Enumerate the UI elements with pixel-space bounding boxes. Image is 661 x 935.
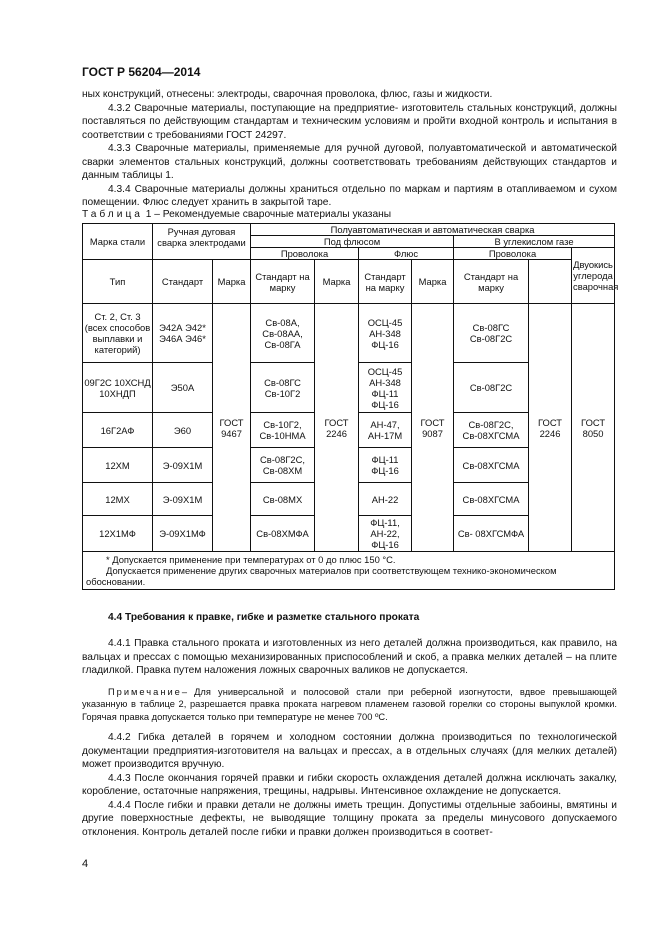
- cell-wire-co2: Св-08ХГСМА: [454, 483, 529, 516]
- cell-flux: АН-47, АН-17М: [359, 413, 412, 448]
- table-caption-text: 1 – Рекомендуемые сварочные материалы указаны: [145, 209, 392, 220]
- table-note-2: Допускается применение других сварочных материалов при соответствующем технико-экономическом обосновании.: [86, 565, 557, 587]
- section-4-4-body: [82, 637, 617, 839]
- paragraph-4-3-2: 4.3.2 Сварочные материалы, поступающие на предприятие- изготовитель стальных конструкций, должны поставляться по действующим стандартам и техническим условиям и пройти входной контроль и испытания в соответствии с требованиями ГОСТ 24297.: [82, 102, 617, 141]
- cell-electrode-type: Э-09Х1М: [153, 448, 213, 483]
- cell-wire: Св-10Г2, Св-10НМА: [251, 413, 315, 448]
- note-text: – Для универсальной и полосовой стали при реберной изогнутости, вдвое превышающей указанную в таблице 2, разрешается правка проката нагревом пламенем газовой горелки со стороны выпуклой кромки. Горячая правка допускается только при температуре не менее 700 ºС.: [82, 686, 617, 722]
- cell-wire: Св-08ГС Св-10Г2: [251, 363, 315, 413]
- note-label: Примечание: [108, 686, 182, 697]
- header-under-flux: Под флюсом: [251, 236, 454, 248]
- header-flux-mark: Марка: [315, 260, 359, 304]
- header-carbon-dioxide: Двуокись углерода сварочная: [572, 248, 615, 304]
- cell-steel: Ст. 2, Ст. 3 (всех способов выплавки и категорий): [83, 304, 153, 363]
- header-co2: В углекислом газе: [454, 236, 615, 248]
- header-type: Тип: [83, 260, 153, 304]
- cell-wire-co2: Св-08ХГСМА: [454, 448, 529, 483]
- intro-line: ных конструкций, отнесены: электроды, сварочная проволока, флюс, газы и жидкости.: [82, 89, 493, 100]
- cell-flux: ОСЦ-45 АН-348 ФЦ-16: [359, 304, 412, 363]
- cell-electrode-type: Э60: [153, 413, 213, 448]
- cell-steel: 16Г2АФ: [83, 413, 153, 448]
- cell-steel: 12ХМ: [83, 448, 153, 483]
- cell-electrode-type: Э-09Х1МФ: [153, 516, 213, 552]
- cell-electrode-type: Э-09Х1М: [153, 483, 213, 516]
- document-header: ГОСТ Р 56204—2014: [82, 65, 201, 79]
- cell-flux: ФЦ-11, АН-22, ФЦ-16: [359, 516, 412, 552]
- header-wire-co2-mark: Марка: [412, 260, 454, 304]
- header-manual-welding: Ручная дуговая сварка электродами: [153, 224, 251, 260]
- intro-block: [82, 88, 617, 210]
- cell-steel: 09Г2С 10ХСНД 10ХНДП: [83, 363, 153, 413]
- header-wire: Проволока: [251, 248, 359, 260]
- page-number: 4: [82, 858, 89, 870]
- cell-wire-co2: Св- 08ХГСМФА: [454, 516, 529, 552]
- header-wire-co2-standard: Стандарт на марку: [454, 260, 529, 304]
- cell-wire: Св-08Г2С, Св-08ХМ: [251, 448, 315, 483]
- cell-wire: Св-08ХМФА: [251, 516, 315, 552]
- table-note-1: * Допускается применение при температурах от 0 до плюс 150 °С.: [106, 554, 396, 565]
- paragraph-4-3-3: 4.3.3 Сварочные материалы, применяемые для ручной дуговой, полуавтоматической и автоматической сварки элементов стальных конструкций, должны соответствовать требованиям действующих стандартов и данным таблицы 1.: [82, 143, 617, 181]
- cell-wire-standard: ГОСТ 2246: [315, 304, 359, 552]
- paragraph-4-4-2: 4.4.2 Гибка деталей в горячем и холодном состоянии должна производиться по технологической документации предприятия-изготовителя на вальцах и прессах, а в отдельных случаях (для мелких деталей) может производится вручную.: [82, 732, 617, 770]
- cell-wire-co2: Св-08ГС Св-08Г2С: [454, 304, 529, 363]
- cell-flux: АН-22: [359, 483, 412, 516]
- header-wire-co2: Проволока: [454, 248, 572, 260]
- cell-electrode-standard: ГОСТ 9467: [213, 304, 251, 552]
- cell-steel: 12Х1МФ: [83, 516, 153, 552]
- paragraph-4-4-4: 4.4.4 После гибки и правки детали не должны иметь трещин. Допустимы отдельные забоины, вмятины и другие поверхностные дефекты, не выводящие толщину проката за пределы минусового допускаемого отклонения. Контроль деталей после гибки и правки должен производиться в соответ-: [82, 799, 617, 838]
- paragraph-4-4-1: 4.4.1 Правка стального проката и изготовленных из него деталей должна производиться, как правило, на вальцах и прессах с помощью механизированных приспособлений и скоб, а правка мелких деталей – на плите гладилкой. Правка путем наложения ложных сварочных валиков не допускается.: [82, 638, 617, 676]
- cell-electrode-type: Э42А Э42* Э46А Э46*: [153, 304, 213, 363]
- cell-co2-standard: ГОСТ 8050: [572, 304, 615, 552]
- cell-wire: Св-08А, Св-08АА, Св-08ГА: [251, 304, 315, 363]
- cell-electrode-type: Э50А: [153, 363, 213, 413]
- header-wire-standard: Стандарт на марку: [251, 260, 315, 304]
- note-paragraph: [82, 686, 617, 724]
- table-caption: [82, 209, 391, 220]
- header-wire-mark: Марка: [213, 260, 251, 304]
- cell-wire-co2: Св-08Г2С: [454, 363, 529, 413]
- cell-wire-co2-standard: ГОСТ 2246: [529, 304, 572, 552]
- header-flux: Флюс: [359, 248, 454, 260]
- welding-materials-table: [82, 223, 619, 590]
- paragraph-4-4-3: 4.4.3 После окончания горячей правки и гибки скорость охлаждения деталей должна исключать закалку, коробление, остаточные напряжения, трещины, надрывы. Интенсивное охлаждение не допускается.: [82, 772, 617, 797]
- paragraph-4-3-4: 4.3.4 Сварочные материалы должны храниться отдельно по маркам и партиям в отапливаемом и сухом помещении. Флюс следует хранить в закрытой таре.: [82, 183, 617, 208]
- cell-wire: Св-08МХ: [251, 483, 315, 516]
- header-semiautomatic: Полуавтоматическая и автоматическая сварка: [251, 224, 615, 236]
- cell-flux: ФЦ-11 ФЦ-16: [359, 448, 412, 483]
- table-notes: [83, 552, 615, 590]
- cell-flux: ОСЦ-45 АН-348 ФЦ-11 ФЦ-16: [359, 363, 412, 413]
- table-caption-word: Таблица: [82, 209, 143, 220]
- header-standard: Стандарт: [153, 260, 213, 304]
- header-flux-standard: Стандарт на марку: [359, 260, 412, 304]
- cell-steel: 12МХ: [83, 483, 153, 516]
- cell-flux-standard: ГОСТ 9087: [412, 304, 454, 552]
- section-4-4-title: 4.4 Требования к правке, гибке и разметке стального проката: [108, 612, 420, 623]
- cell-wire-co2: Св-08Г2С, Св-08ХГСМА: [454, 413, 529, 448]
- header-steel-grade: Марка стали: [83, 224, 153, 260]
